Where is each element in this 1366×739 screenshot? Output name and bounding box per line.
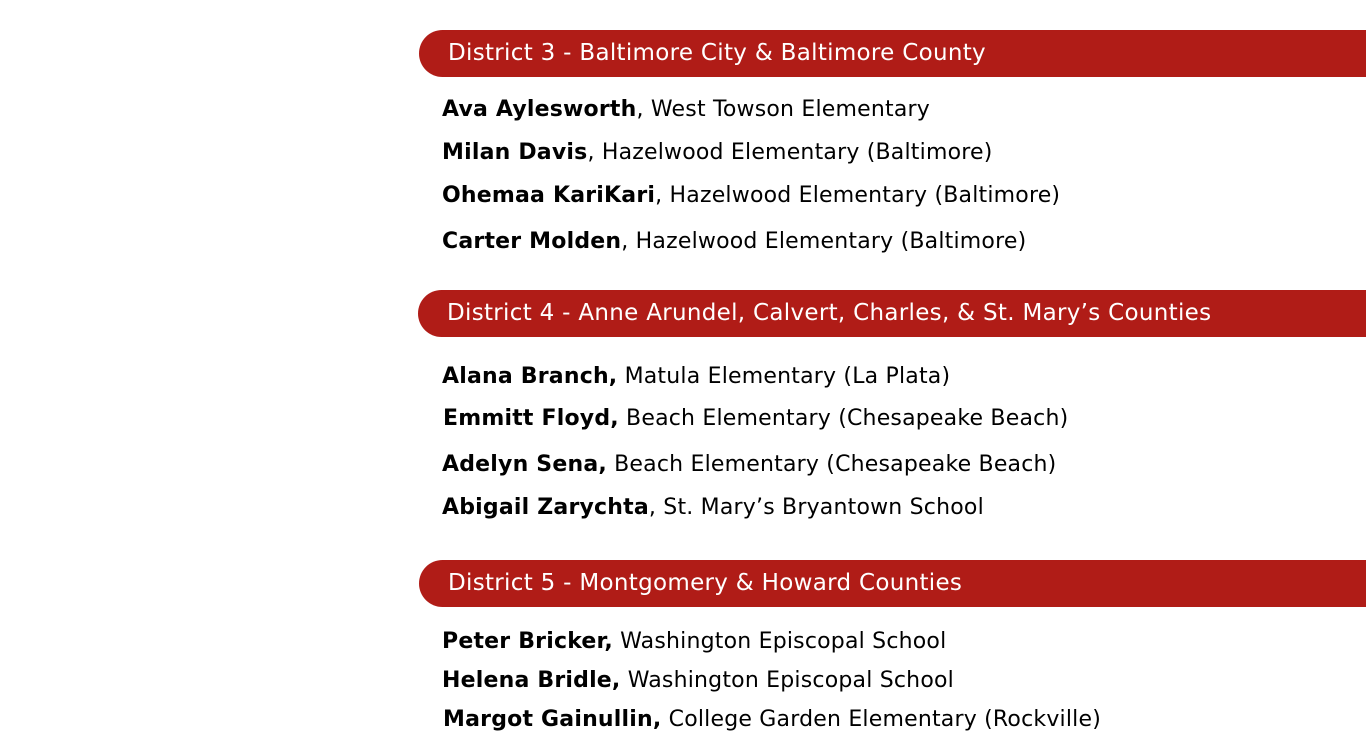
school-name: Beach Elementary (Chesapeake Beach) bbox=[606, 452, 1057, 477]
student-name: Ava Aylesworth bbox=[442, 97, 637, 122]
student-name: Adelyn Sena, bbox=[442, 452, 607, 477]
list-item bbox=[442, 451, 1056, 479]
student-name: Margot Gainullin, bbox=[443, 707, 662, 732]
district-5-heading: District 5 - Montgomery & Howard Counties bbox=[419, 560, 1366, 607]
student-name: Alana Branch, bbox=[442, 364, 618, 389]
list-item bbox=[442, 96, 930, 124]
list-item bbox=[442, 228, 1026, 256]
school-name: College Garden Elementary (Rockville) bbox=[661, 707, 1102, 732]
district-4-heading: District 4 - Anne Arundel, Calvert, Charles, & St. Mary’s Counties bbox=[418, 290, 1366, 337]
school-name: , Hazelwood Elementary (Baltimore) bbox=[621, 229, 1027, 254]
school-name: , St. Mary’s Bryantown School bbox=[648, 495, 984, 520]
school-name: Washington Episcopal School bbox=[620, 668, 954, 693]
student-name: Ohemaa KariKari bbox=[442, 183, 656, 208]
district-3-heading: District 3 - Baltimore City & Baltimore County bbox=[419, 30, 1366, 77]
school-name: Beach Elementary (Chesapeake Beach) bbox=[618, 406, 1069, 431]
school-name: , West Towson Elementary bbox=[636, 97, 931, 122]
list-item bbox=[442, 494, 984, 522]
school-name: Washington Episcopal School bbox=[612, 629, 947, 654]
school-name: Matula Elementary (La Plata) bbox=[617, 364, 951, 389]
student-name: Carter Molden bbox=[442, 229, 622, 254]
school-name: , Hazelwood Elementary (Baltimore) bbox=[587, 140, 993, 165]
student-name: Helena Bridle, bbox=[442, 668, 621, 693]
student-name: Peter Bricker, bbox=[442, 629, 613, 654]
list-item bbox=[443, 706, 1101, 734]
list-item bbox=[442, 182, 1060, 210]
list-item bbox=[443, 405, 1068, 433]
school-name: , Hazelwood Elementary (Baltimore) bbox=[655, 183, 1061, 208]
list-item bbox=[442, 628, 946, 656]
student-name: Emmitt Floyd, bbox=[443, 406, 619, 431]
student-name: Abigail Zarychta bbox=[442, 495, 649, 520]
list-item bbox=[442, 363, 950, 391]
list-item bbox=[442, 139, 993, 167]
list-item bbox=[442, 667, 954, 695]
student-name: Milan Davis bbox=[442, 140, 588, 165]
